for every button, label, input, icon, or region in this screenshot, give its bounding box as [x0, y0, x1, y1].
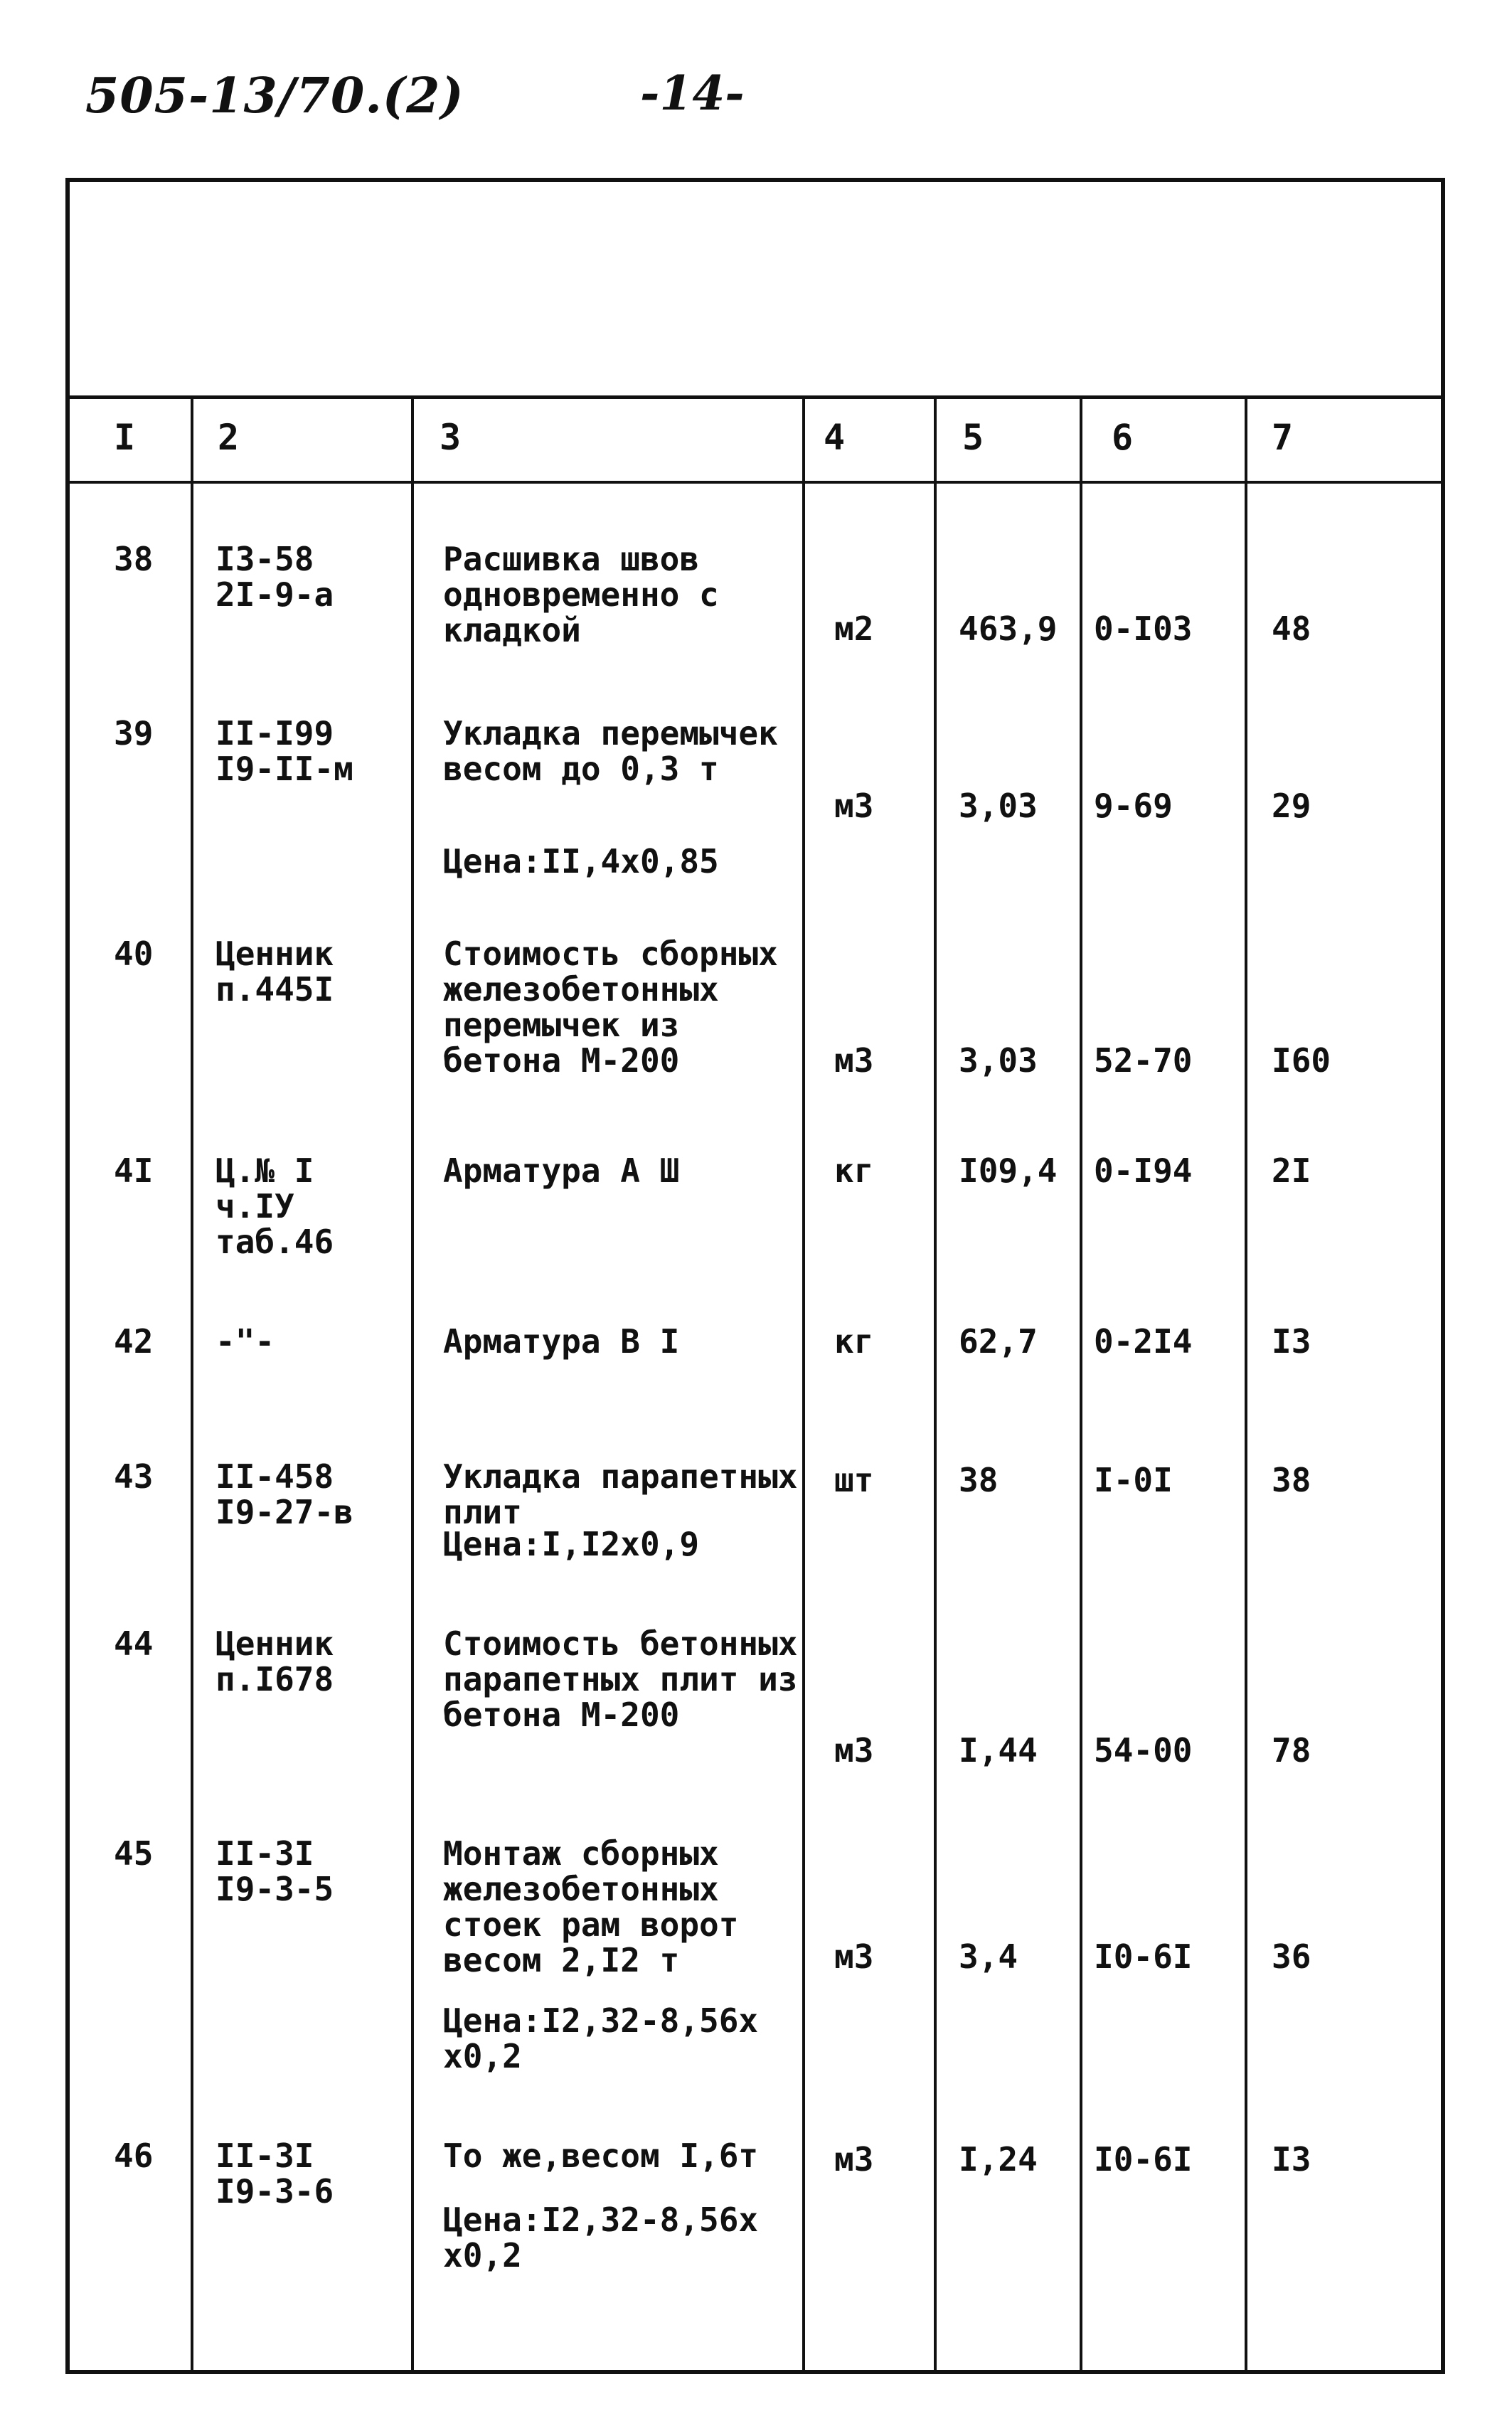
row-code: II-I99 I9-II-м — [215, 714, 353, 788]
page-number: -14- — [640, 65, 745, 121]
row-unit-price: I-0I — [1094, 1461, 1173, 1499]
row-description: Монтаж сборных железобетонных стоек рам ворот весом 2,I2 т — [443, 1834, 739, 1979]
column-header-4: 4 — [824, 417, 846, 458]
row-description: Стоимость бетонных парапетных плит из бетона М-200 — [443, 1624, 798, 1734]
column-header-1: I — [114, 417, 136, 458]
row-number: 38 — [114, 540, 154, 578]
row-description: Стоимость сборных железобетонных перемычек из бетона М-200 — [443, 935, 778, 1080]
column-divider — [1245, 395, 1247, 2370]
column-header-3: 3 — [440, 417, 462, 458]
row-price-note: Цена:I2,32-8,56х х0,2 — [443, 2201, 759, 2275]
row-unit-price: I0-6I — [1094, 2140, 1193, 2179]
row-code: Ценник п.I678 — [215, 1624, 334, 1698]
column-divider — [191, 395, 193, 2370]
row-quantity: I,24 — [959, 2140, 1038, 2179]
row-price-note: Цена:II,4х0,85 — [443, 842, 719, 881]
column-header-2: 2 — [218, 417, 240, 458]
row-price-note: Цена:I2,32-8,56х х0,2 — [443, 2001, 759, 2075]
row-quantity: 3,03 — [959, 1041, 1038, 1080]
row-unit: м3 — [834, 1731, 874, 1770]
row-number: 4I — [114, 1151, 154, 1190]
column-divider — [934, 395, 937, 2370]
row-code: II-3I I9-3-6 — [215, 2137, 334, 2211]
row-description: Арматура А Ш — [443, 1151, 680, 1190]
row-total: 48 — [1272, 610, 1311, 648]
row-unit: кг — [834, 1322, 874, 1361]
row-total: 36 — [1272, 1937, 1311, 1976]
header-divider — [70, 481, 1441, 484]
row-code: II-458 I9-27-в — [215, 1457, 353, 1531]
row-description: Арматура В I — [443, 1322, 680, 1361]
row-unit-price: 0-I03 — [1094, 610, 1193, 648]
row-unit: м3 — [834, 1937, 874, 1976]
row-unit-price: 52-70 — [1094, 1041, 1193, 1080]
document-reference: 505-13/70.(2) — [85, 68, 464, 124]
row-quantity: 38 — [959, 1461, 999, 1499]
row-unit: м3 — [834, 1041, 874, 1080]
row-unit: шт — [834, 1461, 874, 1499]
row-unit-price: 0-2I4 — [1094, 1322, 1193, 1361]
row-number: 42 — [114, 1322, 154, 1361]
column-divider — [411, 395, 414, 2370]
row-quantity: I,44 — [959, 1731, 1038, 1770]
row-total: I3 — [1272, 1322, 1311, 1361]
row-price-note: Цена:I,I2х0,9 — [443, 1525, 700, 1563]
row-description: Расшивка швов одновременно с кладкой — [443, 540, 719, 649]
row-unit: м3 — [834, 2140, 874, 2179]
table-title-area — [70, 182, 1441, 399]
column-divider — [1080, 395, 1082, 2370]
row-unit-price: I0-6I — [1094, 1937, 1193, 1976]
row-code: Ценник п.445I — [215, 935, 334, 1009]
column-header-5: 5 — [962, 417, 984, 458]
row-number: 39 — [114, 714, 154, 752]
row-quantity: 3,03 — [959, 787, 1038, 825]
row-description: То же,весом I,6т — [443, 2137, 759, 2175]
estimate-table — [65, 178, 1445, 2374]
row-quantity: 62,7 — [959, 1322, 1038, 1361]
row-code: Ц.№ I ч.IУ таб.46 — [215, 1151, 334, 1261]
row-unit-price: 9-69 — [1094, 787, 1173, 825]
row-description: Укладка перемычек весом до 0,3 т — [443, 714, 778, 788]
row-total: I3 — [1272, 2140, 1311, 2179]
row-number: 45 — [114, 1834, 154, 1873]
row-total: 78 — [1272, 1731, 1311, 1770]
row-number: 44 — [114, 1624, 154, 1663]
column-header-6: 6 — [1112, 417, 1134, 458]
row-unit: м3 — [834, 787, 874, 825]
row-quantity: 3,4 — [959, 1937, 1018, 1976]
row-number: 40 — [114, 935, 154, 973]
row-total: 38 — [1272, 1461, 1311, 1499]
row-quantity: I09,4 — [959, 1151, 1058, 1190]
row-code: I3-58 2I-9-a — [215, 540, 334, 614]
row-description: Укладка парапетных плит — [443, 1457, 798, 1531]
row-quantity: 463,9 — [959, 610, 1058, 648]
row-total: 2I — [1272, 1151, 1311, 1190]
row-number: 46 — [114, 2137, 154, 2175]
row-code: -"- — [215, 1322, 275, 1361]
row-number: 43 — [114, 1457, 154, 1496]
row-unit: м2 — [834, 610, 874, 648]
row-unit-price: 0-I94 — [1094, 1151, 1193, 1190]
row-unit: кг — [834, 1151, 874, 1190]
row-total: 29 — [1272, 787, 1311, 825]
column-header-7: 7 — [1272, 417, 1294, 458]
row-code: II-3I I9-3-5 — [215, 1834, 334, 1908]
row-unit-price: 54-00 — [1094, 1731, 1193, 1770]
row-total: I60 — [1272, 1041, 1331, 1080]
